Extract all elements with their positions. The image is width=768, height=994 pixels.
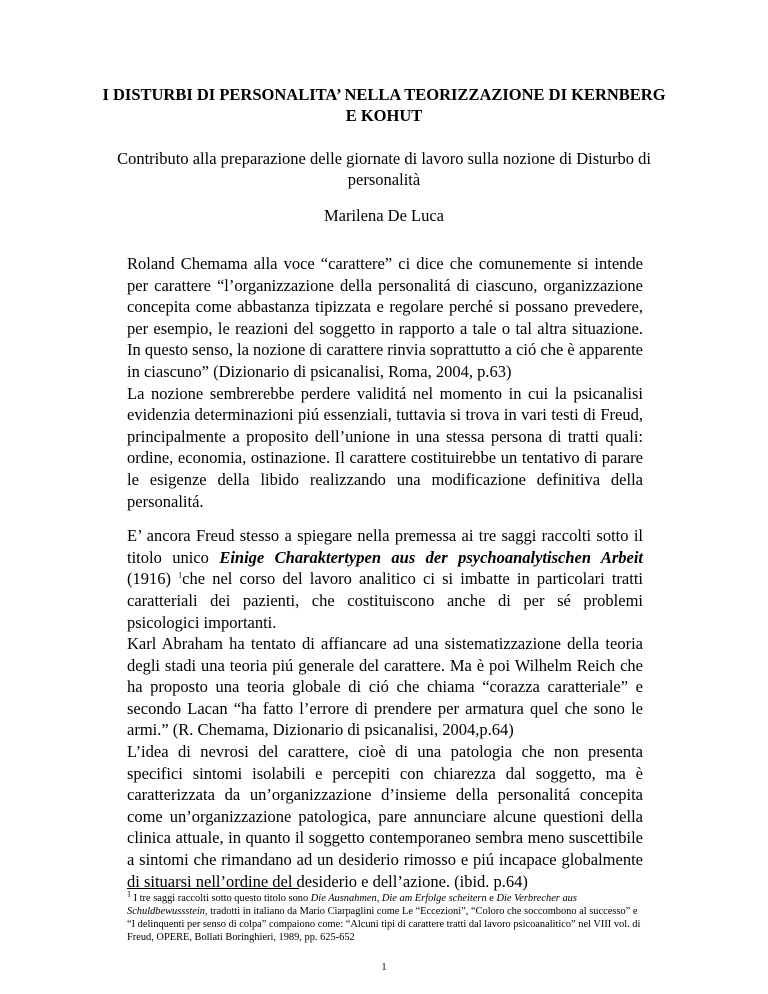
work-year: (1916) (127, 569, 179, 589)
footnote (127, 889, 643, 944)
footnote-title-3: Die Verbrecher aus Schuldbewussstein, (127, 893, 577, 917)
footnote-title-2: Die am Erfolge scheitern (381, 893, 487, 904)
paragraph-3 (127, 525, 643, 633)
footnote-text: I tre saggi raccolti sotto questo titolo sono (131, 893, 311, 904)
paragraph-5: L’idea di nevrosi del carattere, cioè di una patologia che non presenta specifici sintomi isolabili e percepiti con chiarezza dal soggetto, ma è caratterizzata da un’organizzazione d’insieme della personalitá concepita come un’organizzazione patologica, pare annunciare alcune questioni della clinica attuale, in quanto il soggetto contemporaneo sembra meno suscettibile a sintomi che rimandano ad un desiderio rimosso e piú incapace globalmente di situarsi nell’ordine del desiderio e dell’azione. (ibid. p.64) (127, 742, 643, 891)
footnote-text: , (376, 893, 382, 904)
footnote-title-1: Die Ausnahmen (310, 893, 377, 904)
author-name: Marilena De Luca (323, 206, 445, 225)
paragraph-2: La nozione sembrerebbe perdere validitá nel momento in cui la psicanalisi evidenzia determinazioni piú essenziali, tuttavia si trova in vari testi di Freud, principalmente a proposito dell’unione in una stessa persona di tratti quali: ordine, economia, ostinazione. Il carattere costituirebbe un tentativo di parare le esigenze della libido realizzando una modificazione definitiva della personalitá. (127, 383, 643, 511)
footnote-separator (127, 888, 299, 889)
footnote-text: tradotti in italiano da Mario Ciarpaglini come Le “Eccezioni”, “Coloro che soccombono al successo” e “I delinquenti per senso di colpa” compaiono come: “Alcuni tipi di carattere tratti dal lavoro psicoanalitico” nel VIII vol. di Freud, OPERE, Bollati Boringhieri, 1989, pp. 625-652 (127, 906, 641, 943)
footnote-number: 1 (127, 889, 131, 899)
work-title: Einige Charaktertypen aus der psychoanalytischen Arbeit (219, 547, 643, 567)
document-title: I DISTURBI DI PERSONALITA’ NELLA TEORIZZAZIONE DI KERNBERG E KOHUT (102, 85, 666, 125)
body-text (127, 253, 643, 892)
document-subtitle: Contributo alla preparazione delle giornate di lavoro sulla nozione di Disturbo di personalità (117, 149, 651, 189)
paragraph-4: Karl Abraham ha tentato di affiancare ad una sistematizzazione della teoria degli stadi una teoria piú generale del carattere. Ma è poi Wilhelm Reich che ha proposto una teoria globale di ció che chiama “corazza caratteriale” e secondo Lacan “ha fatto l’errore di prendere per armatura quel che sono le armi.” (R. Chemama, Dizionario di psicanalisi, 2004,p.64) (127, 634, 643, 740)
paragraph-3-end: che nel corso del lavoro analitico ci si imbatte in particolari tratti caratteriali dei pazienti, che costituiscono anche di per sé problemi psicologici importanti. (127, 569, 643, 632)
paragraph-1: Roland Chemama alla voce “carattere” ci dice che comunemente si intende per carattere “l’organizzazione della personalitá di ciascuno, organizzazione concepita come abbastanza tipizzata e regolare perché si possano prevedere, per esempio, le reazioni del soggetto in rapporto a tale o tal altra situazione. In questo senso, la nozione di carattere rinvia soprattutto a ció che è apparente in ciascuno” (Dizionario di psicanalisi, Roma, 2004, p.63) (127, 254, 643, 381)
footnote-text: e (486, 893, 497, 904)
paragraph-3-start: E’ ancora Freud stesso a spiegare nella premessa ai tre saggi raccolti sotto il titolo unico (127, 526, 643, 567)
footnote-reference[interactable]: 1 (178, 570, 183, 580)
page-number: 1 (381, 962, 387, 973)
